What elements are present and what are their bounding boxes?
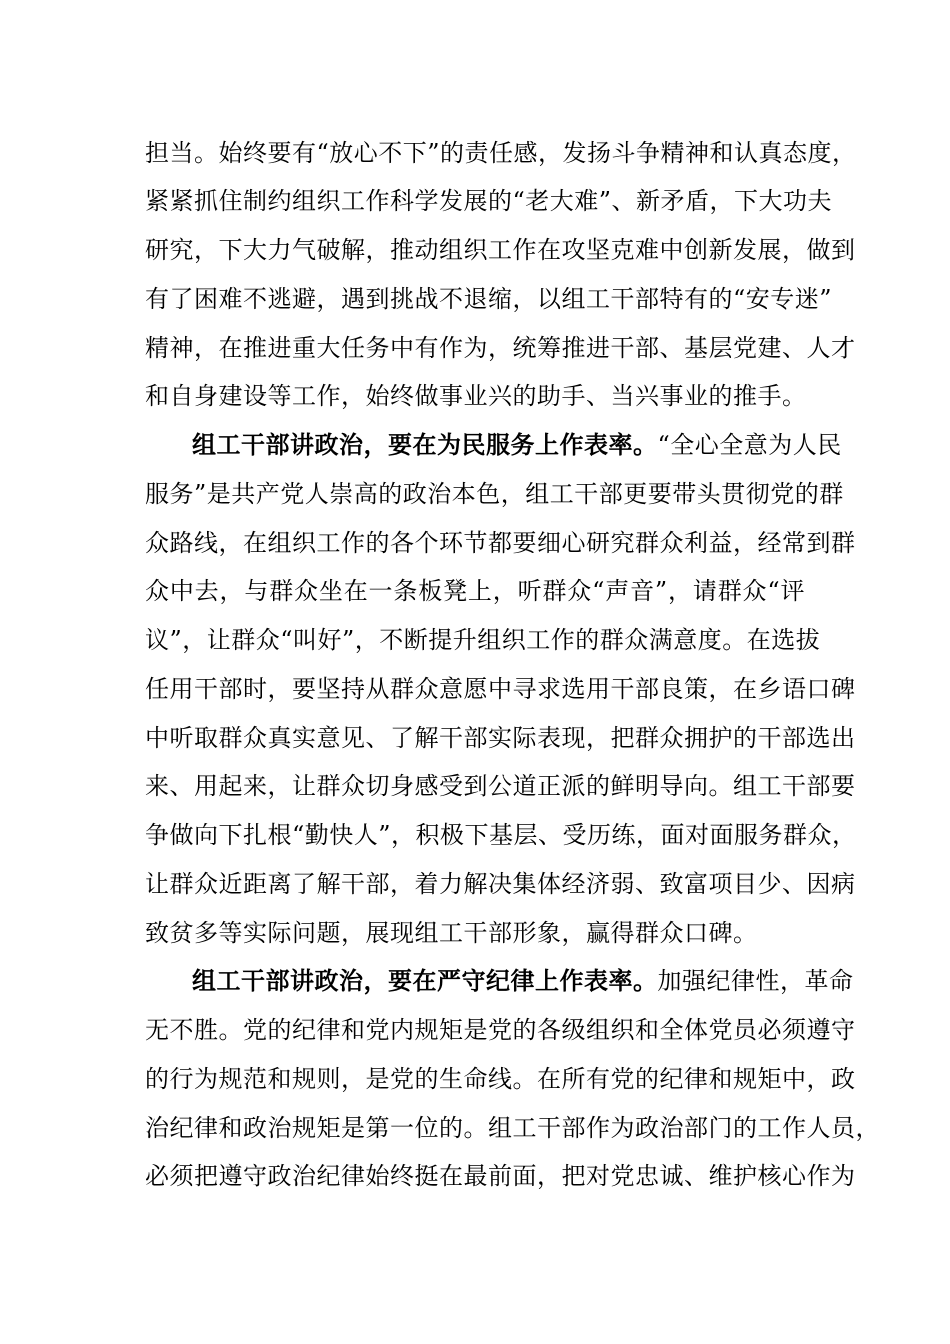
text-line-content: 致贫多等实际问题，展现组工干部形象，赢得群众口碑。 — [145, 919, 758, 947]
text-line-content: 众中去，与群众坐在一条板凳上，听群众“声音”，请群众“评 — [145, 577, 805, 605]
text-line — [145, 281, 833, 317]
text-line-content: 研究，下大力气破解，推动组织工作在攻坚克难中创新发展，做到 — [145, 236, 856, 264]
text-line — [145, 476, 844, 512]
paragraph-heading-line — [192, 427, 842, 463]
text-line — [145, 866, 856, 902]
text-line-content: 来、用起来，让群众切身感受到公道正派的鲜明导向。组工干部要 — [145, 772, 856, 800]
text-line — [145, 720, 856, 756]
text-line-content: “全心全意为人民 — [657, 431, 842, 459]
text-line — [145, 817, 857, 853]
paragraph-heading-bold: 组工干部讲政治，要在为民服务上作表率。 — [192, 430, 658, 459]
text-line — [145, 768, 856, 804]
text-line-content: 众路线，在组织工作的各个环节都要细心研究群众利益，经常到群 — [145, 529, 856, 557]
text-line-content: 有了困难不逃避，遇到挑战不退缩，以组工干部特有的“安专迷” — [145, 285, 833, 313]
text-line-content: 争做向下扎根“勤快人”，积极下基层、受历练，面对面服务群众， — [145, 821, 857, 849]
text-line — [145, 671, 856, 707]
text-line-content: 议”，让群众“叫好”，不断提升组织工作的群众满意度。在选拔 — [145, 626, 821, 654]
text-line-paragraph-end — [145, 378, 805, 414]
text-line-content: 中听取群众真实意见、了解干部实际表现，把群众拥护的干部选出 — [145, 724, 856, 752]
text-line-content: 治纪律和政治规矩是第一位的。组工干部作为政治部门的工作人员， — [145, 1114, 880, 1142]
text-line-content: 无不胜。党的纪律和党内规矩是党的各级组织和全体党员必须遵守 — [145, 1016, 856, 1044]
text-line — [145, 232, 856, 268]
text-line-content: 紧紧抓住制约组织工作科学发展的“老大难”、新矛盾，下大功夫 — [145, 187, 833, 215]
text-line-paragraph-end — [145, 915, 805, 951]
text-line-content: 必须把遵守政治纪律始终挺在最前面，把对党忠诚、维护核心作为 — [145, 1162, 856, 1190]
text-line-content: 的行为规范和规则，是党的生命线。在所有党的纪律和规矩中，政 — [145, 1065, 856, 1093]
text-line — [145, 1012, 856, 1048]
text-line — [145, 622, 821, 658]
text-line — [145, 135, 857, 171]
text-line — [145, 1110, 880, 1146]
text-line-content: 担当。始终要有“放心不下”的责任感，发扬斗争精神和认真态度， — [145, 139, 857, 167]
text-line-content: 精神，在推进重大任务中有作为，统筹推进干部、基层党建、人才 — [145, 334, 856, 362]
text-line-content: 加强纪律性，革命 — [657, 967, 854, 995]
paragraph-heading-line — [192, 963, 854, 999]
text-line-content: 让群众近距离了解干部，着力解决集体经济弱、致富项目少、因病 — [145, 870, 856, 898]
text-line — [145, 573, 805, 609]
text-line — [145, 1158, 856, 1194]
text-line-content: 任用干部时，要坚持从群众意愿中寻求选用干部良策，在乡语口碑 — [145, 675, 856, 703]
text-line — [145, 183, 833, 219]
paragraph-heading-bold: 组工干部讲政治，要在严守纪律上作表率。 — [192, 966, 658, 995]
text-line — [145, 1061, 856, 1097]
text-line — [145, 525, 856, 561]
text-line-content: 和自身建设等工作，始终做事业兴的助手、当兴事业的推手。 — [145, 382, 807, 410]
text-line-content: 服务”是共产党人崇高的政治本色，组工干部更要带头贯彻党的群 — [145, 480, 844, 508]
text-line — [145, 330, 856, 366]
